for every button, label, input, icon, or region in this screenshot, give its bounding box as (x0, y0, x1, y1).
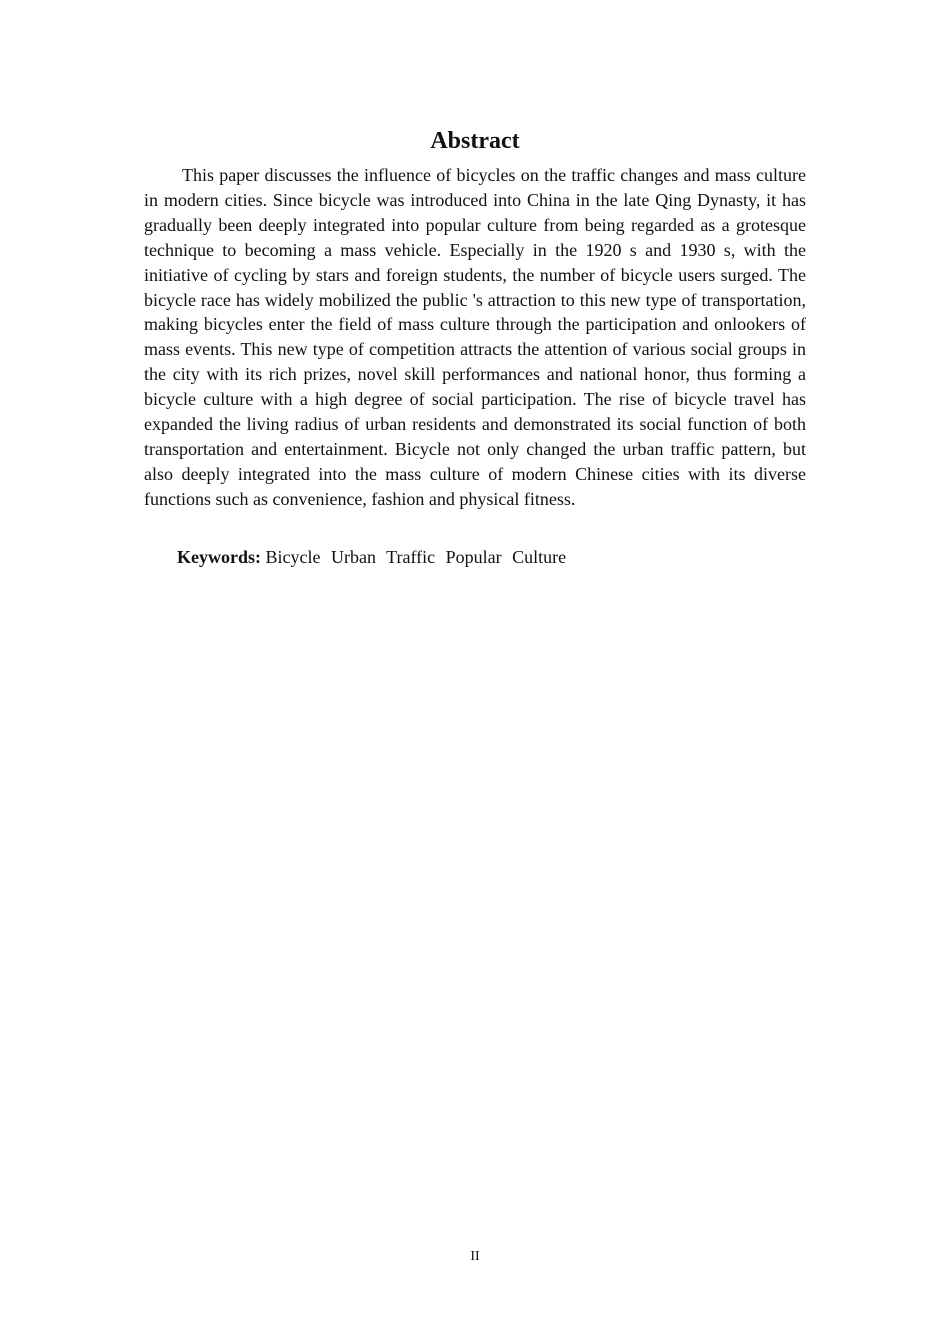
keywords-label: Keywords: (177, 547, 261, 567)
keyword: Urban (330, 547, 376, 567)
keyword: Traffic (386, 547, 436, 567)
keyword: Culture (512, 547, 567, 567)
abstract-title: Abstract (430, 128, 520, 154)
page-number: II (470, 1249, 480, 1264)
keyword: Popular (445, 547, 502, 567)
keywords-line (177, 545, 566, 570)
keyword: Bicycle (265, 547, 321, 567)
abstract-body: This paper discusses the influence of bicycles on the traffic changes and mass culture in modern cities. Since bicycle was introduced into China in the late Qing Dynasty, it has gradually been deeply integrated into popular culture from being regarded as a grotesque technique to becoming a mass vehicle. Especially in the 1920 s and 1930 s, with the initiative of cycling by stars and foreign students, the number of bicycle users surged. The bicycle race has widely mobilized the public 's attraction to this new type of transportation, making bicycles enter the field of mass culture through the participation and onlookers of mass events. This new type of competition attracts the attention of various social groups in the city with its rich prizes, novel skill performances and national honor, thus forming a bicycle culture with a high degree of social participation. The rise of bicycle travel has expanded the living radius of urban residents and demonstrated its social function of both transportation and entertainment. Bicycle not only changed the urban traffic pattern, but also deeply integrated into the mass culture of modern Chinese cities with its diverse functions such as convenience, fashion and physical fitness. (144, 165, 806, 509)
